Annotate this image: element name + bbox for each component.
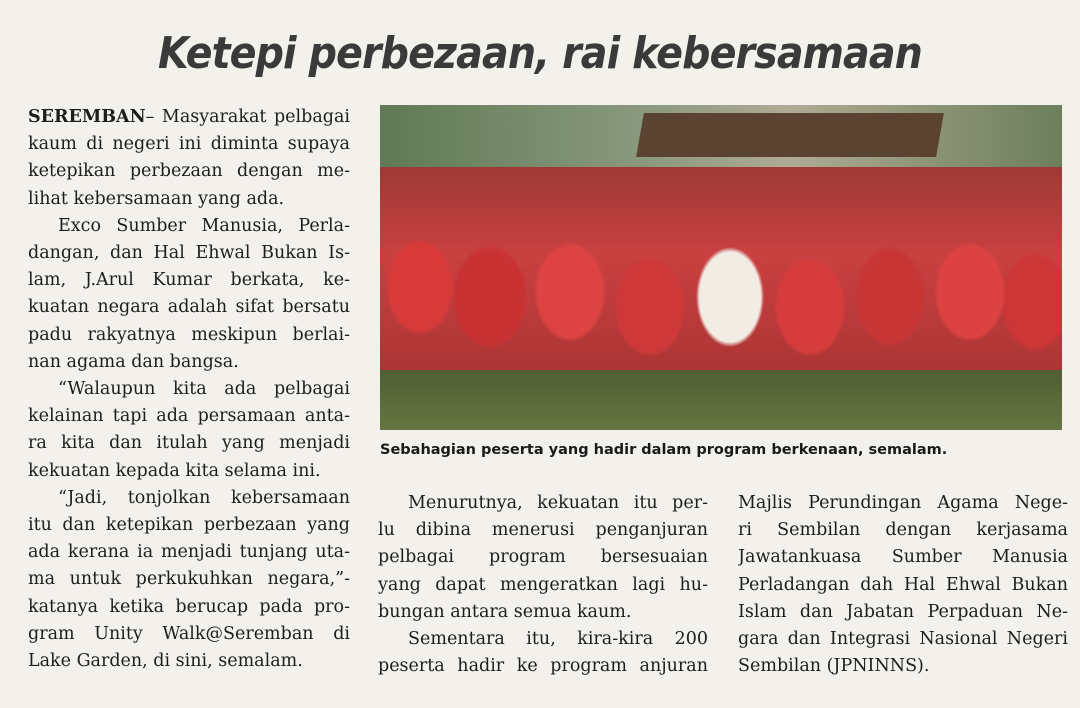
text-line: Exco Sumber Manusia, Perla- [58, 215, 350, 236]
text-line: lam, J.Arul Kumar berkata, ke- [28, 270, 350, 291]
paragraph-2 [28, 213, 350, 376]
text-line: pelbagai program bersesuaian [378, 547, 708, 568]
photo-caption: Sebahagian peserta yang hadir dalam program berkenaan, semalam. [380, 442, 948, 458]
text-line: bungan antara semua kaum. [378, 601, 632, 622]
article-column-1 [28, 104, 350, 675]
text-line: “Jadi, tonjolkan kebersamaan [58, 487, 350, 508]
text-line: yang dapat mengeratkan lagi hu- [378, 574, 708, 595]
article-column-3 [738, 490, 1068, 680]
text-line: padu rakyatnya meskipun berlai- [28, 324, 350, 345]
photo-pavilion-roof [636, 113, 944, 157]
dateline: SEREMBAN [28, 107, 146, 127]
text-line: Islam dan Jabatan Perpaduan Ne- [738, 601, 1068, 622]
paragraph-7 [738, 490, 1068, 680]
text-line: Jawatankuasa Sumber Manusia [738, 547, 1068, 568]
text-line: Sembilan (JPNINNS). [738, 656, 930, 677]
text-line: gara dan Integrasi Nasional Negeri [738, 629, 1068, 650]
paragraph-6 [378, 626, 708, 680]
text-line: nan agama dan bangsa. [28, 351, 239, 372]
text-line: Majlis Perundingan Agama Nege- [738, 493, 1068, 513]
text-line: kuatan negara adalah sifat bersatu [28, 297, 350, 318]
headline: Ketepi perbezaan, rai kebersamaan [158, 28, 922, 79]
text-line: itu dan ketepikan perbezaan yang [28, 515, 350, 536]
text-line: Menurutnya, kekuatan itu per- [408, 493, 708, 513]
article-column-2 [378, 490, 708, 680]
text-line: Lake Garden, di sini, semalam. [28, 651, 303, 672]
text-line: ma untuk perkukuhkan negara,”- [28, 569, 350, 590]
text-line: lu dibina menerusi penganjuran [378, 520, 708, 541]
text-line: katanya ketika berucap pada pro- [28, 596, 350, 617]
text-line: gram Unity Walk@Seremban di [28, 623, 350, 644]
text-line: kelainan tapi ada persamaan anta- [28, 406, 350, 427]
paragraph-1 [28, 104, 350, 213]
text-line: dangan, dan Hal Ehwal Bukan Is- [28, 243, 350, 264]
text-line: “Walaupun kita ada pelbagai [58, 379, 350, 400]
text-line: ketepikan perbezaan dengan me- [28, 161, 350, 182]
text-line: ra kita dan itulah yang menjadi [28, 433, 350, 454]
event-photo [380, 105, 1062, 430]
text-line: peserta hadir ke program anjuran [378, 656, 708, 677]
text-line: ada kerana ia menjadi tunjang uta- [28, 542, 350, 563]
paragraph-3 [28, 376, 350, 485]
text-line: Perladangan dah Hal Ehwal Bukan [738, 574, 1068, 595]
text-line: ri Sembilan dengan kerjasama [738, 520, 1068, 541]
text-line: lihat kebersamaan yang ada. [28, 188, 285, 209]
text-line: – Masyarakat pelbagai [145, 107, 350, 127]
text-line: Sementara itu, kira-kira 200 [408, 629, 708, 650]
photo-grass [380, 370, 1062, 430]
text-line: kaum di negeri ini diminta supaya [28, 134, 350, 155]
paragraph-4 [28, 485, 350, 675]
paragraph-5 [378, 490, 708, 626]
photo-crowd [380, 167, 1062, 387]
text-line: kekuatan kepada kita selama ini. [28, 460, 321, 481]
